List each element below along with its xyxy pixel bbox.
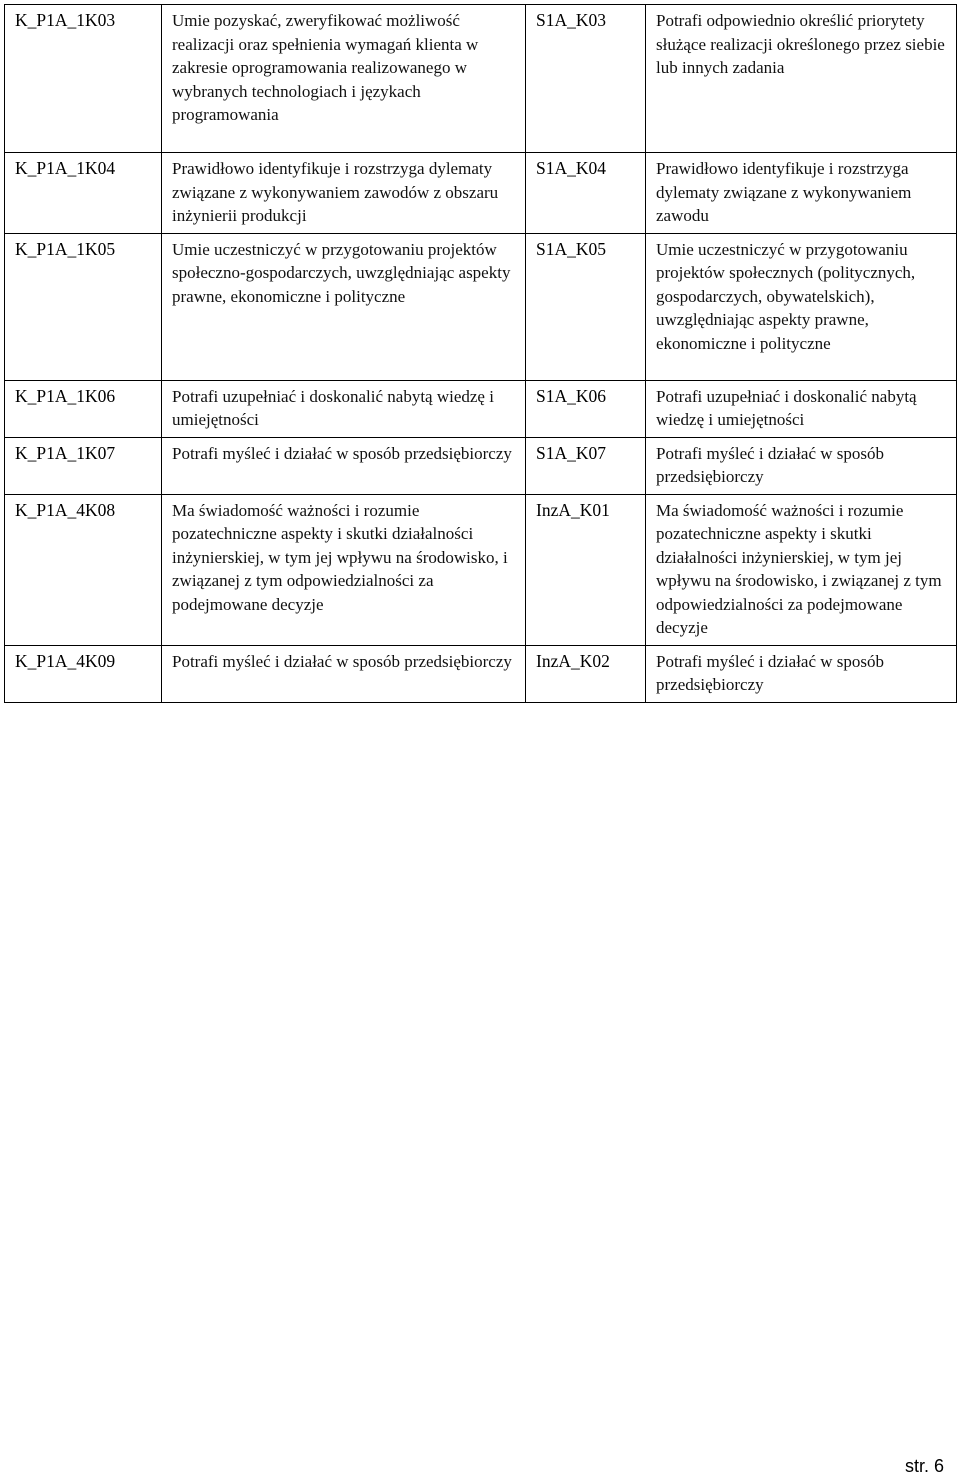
outcome-code: K_P1A_1K05 [5, 233, 162, 380]
table-row [5, 437, 957, 494]
reference-description: Potrafi odpowiednio określić priorytety służące realizacji określonego przez siebie lub innych zadania [646, 5, 957, 153]
outcome-description: Potrafi uzupełniać i doskonalić nabytą wiedzę i umiejętności [162, 380, 526, 437]
reference-code: S1A_K07 [526, 437, 646, 494]
learning-outcomes-table [4, 4, 957, 703]
table-row [5, 153, 957, 234]
outcome-code: K_P1A_4K09 [5, 645, 162, 702]
reference-description: Potrafi uzupełniać i doskonalić nabytą wiedzę i umiejętności [646, 380, 957, 437]
reference-description: Potrafi myśleć i działać w sposób przedsiębiorczy [646, 645, 957, 702]
outcome-description: Potrafi myśleć i działać w sposób przedsiębiorczy [162, 437, 526, 494]
reference-code: S1A_K06 [526, 380, 646, 437]
reference-description: Umie uczestniczyć w przygotowaniu projektów społecznych (politycznych, gospodarczych, obywatelskich), uwzględniając aspekty prawne, ekonomiczne i polityczne [646, 233, 957, 380]
page-number: str. 6 [904, 1456, 944, 1476]
reference-code: S1A_K03 [526, 5, 646, 153]
outcome-code: K_P1A_1K03 [5, 5, 162, 153]
outcome-description: Umie pozyskać, zweryfikować możliwość realizacji oraz spełnienia wymagań klienta w zakresie oprogramowania realizowanego w wybranych technologiach i językach programowania [162, 5, 526, 153]
table-row [5, 645, 957, 702]
table-row [5, 5, 957, 153]
outcome-code: K_P1A_1K06 [5, 380, 162, 437]
reference-description: Prawidłowo identyfikuje i rozstrzyga dylematy związane z wykonywaniem zawodu [646, 153, 957, 234]
outcome-description: Ma świadomość ważności i rozumie pozatechniczne aspekty i skutki działalności inżynierskiej, w tym jej wpływu na środowisko, i związanej z tym odpowiedzialności za podejmowane decyzje [162, 494, 526, 645]
reference-description: Potrafi myśleć i działać w sposób przedsiębiorczy [646, 437, 957, 494]
outcome-code: K_P1A_1K04 [5, 153, 162, 234]
outcome-description: Potrafi myśleć i działać w sposób przedsiębiorczy [162, 645, 526, 702]
reference-code: InzA_K01 [526, 494, 646, 645]
table-row [5, 233, 957, 380]
table-row [5, 494, 957, 645]
table-row [5, 380, 957, 437]
reference-code: S1A_K05 [526, 233, 646, 380]
reference-code: InzA_K02 [526, 645, 646, 702]
outcome-code: K_P1A_1K07 [5, 437, 162, 494]
reference-code: S1A_K04 [526, 153, 646, 234]
outcome-code: K_P1A_4K08 [5, 494, 162, 645]
outcome-description: Prawidłowo identyfikuje i rozstrzyga dylematy związane z wykonywaniem zawodów z obszaru inżynierii produkcji [162, 153, 526, 234]
reference-description: Ma świadomość ważności i rozumie pozatechniczne aspekty i skutki działalności inżynierskiej, w tym jej wpływu na środowisko, i związanej z tym odpowiedzialności za podejmowane decyzje [646, 494, 957, 645]
outcome-description: Umie uczestniczyć w przygotowaniu projektów społeczno-gospodarczych, uwzględniając aspekty prawne, ekonomiczne i polityczne [162, 233, 526, 380]
